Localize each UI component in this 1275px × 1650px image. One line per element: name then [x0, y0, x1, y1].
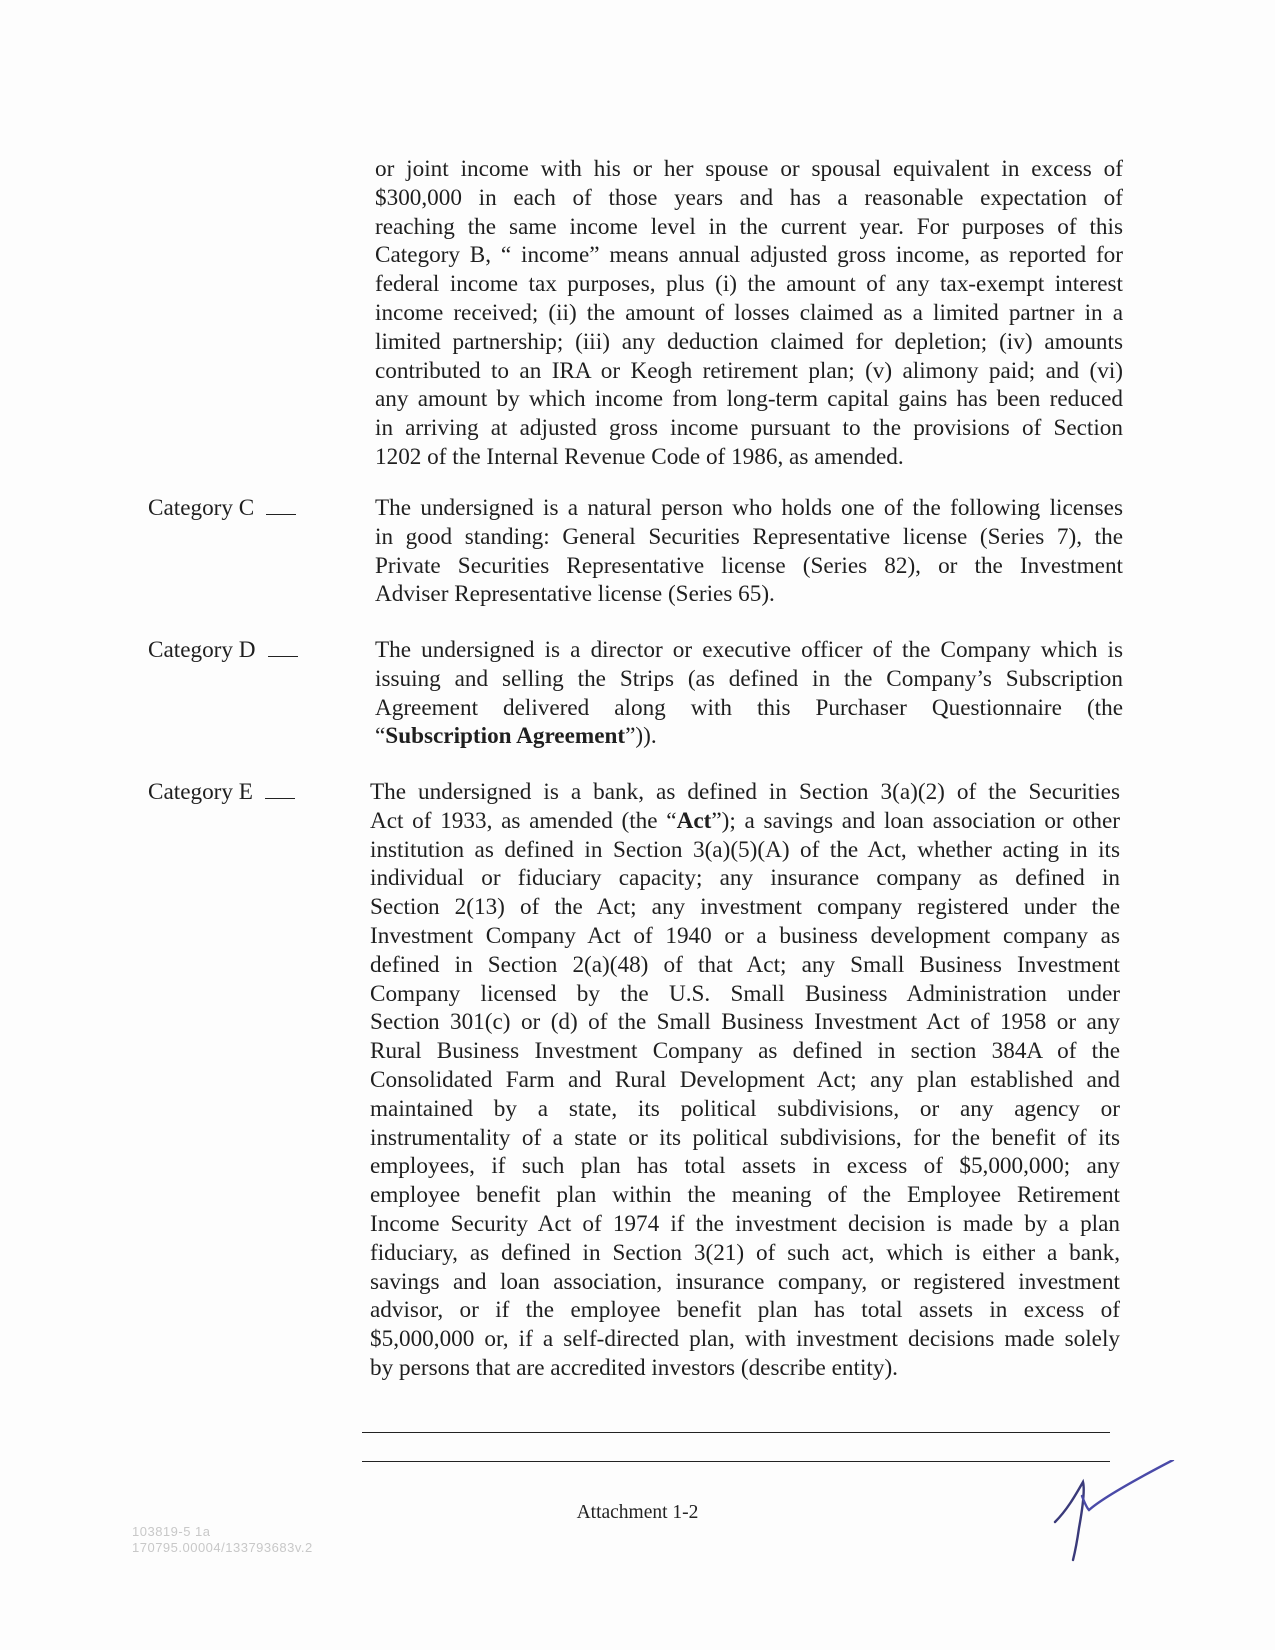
text-line: Consolidated Farm and Rural Development Act; any plan established and	[370, 1066, 1120, 1093]
document-id: 103819-5 1a 170795.00004/133793683v.2	[132, 1524, 313, 1555]
text-line: Category B, “ income” means annual adjusted gross income, as reported for	[375, 242, 1123, 269]
text-line: advisor, or if the employee benefit plan has total assets in excess of	[370, 1297, 1120, 1324]
text-line: reaching the same income level in the current year. For purposes of this	[375, 213, 1123, 240]
text-line: maintained by a state, its political subdivisions, or any agency or	[370, 1095, 1120, 1122]
text-line: individual or fiduciary capacity; any insurance company as defined in	[370, 865, 1120, 892]
text-line: employee benefit plan within the meaning of the Employee Retirement	[370, 1182, 1120, 1209]
describe-entity-line-2[interactable]	[362, 1461, 1110, 1462]
text-line: Agreement delivered along with this Purchaser Questionnaire (the	[375, 694, 1123, 721]
text-line: The undersigned is a director or executive officer of the Company which is	[375, 637, 1123, 663]
category-e-checkbox-blank[interactable]	[265, 797, 295, 799]
text-line: in good standing: General Securities Representative license (Series 7), the	[375, 523, 1123, 550]
category-d-label: Category D	[148, 636, 298, 665]
text-line: Company licensed by the U.S. Small Business Administration under	[370, 980, 1120, 1007]
text-line: savings and loan association, insurance company, or registered investment	[370, 1268, 1120, 1295]
text-line: Investment Company Act of 1940 or a business development company as	[370, 922, 1120, 949]
text-line: in arriving at adjusted gross income pursuant to the provisions of Section	[375, 415, 1123, 442]
initials-signature-icon	[1045, 1460, 1185, 1570]
text-line: employees, if such plan has total assets in excess of $5,000,000; any	[370, 1153, 1120, 1180]
category-c-label: Category C	[148, 494, 296, 523]
text-line: income received; (ii) the amount of losses claimed as a limited partner in a	[375, 299, 1123, 326]
category-e-label: Category E	[148, 778, 295, 807]
text-line: $5,000,000 or, if a self-directed plan, with investment decisions made solely	[370, 1326, 1120, 1353]
text-line: contributed to an IRA or Keogh retirement plan; (v) alimony paid; and (vi)	[375, 357, 1123, 384]
text-line: Rural Business Investment Company as defined in section 384A of the	[370, 1038, 1120, 1065]
defined-term: Subscription Agreement	[385, 723, 626, 750]
text-line: $300,000 in each of those years and has a reasonable expectation of	[375, 184, 1123, 211]
text-line: Section 301(c) or (d) of the Small Business Investment Act of 1958 or any	[370, 1009, 1120, 1036]
text-line: limited partnership; (iii) any deduction claimed for depletion; (iv) amounts	[375, 328, 1123, 355]
text-line: The undersigned is a bank, as defined in Section 3(a)(2) of the Securities	[370, 779, 1120, 805]
text-line: issuing and selling the Strips (as defined in the Company’s Subscription	[375, 665, 1123, 692]
text-line: Income Security Act of 1974 if the investment decision is made by a plan	[370, 1210, 1120, 1237]
category-d-text	[375, 636, 1123, 751]
text-line: federal income tax purposes, plus (i) the amount of any tax-exempt interest	[375, 271, 1123, 298]
category-e-text	[370, 778, 1120, 1383]
text-line: Section 2(13) of the Act; any investment company registered under the	[370, 894, 1120, 921]
defined-term: Act	[676, 807, 712, 834]
text-line: by persons that are accredited investors (describe entity).	[370, 1354, 898, 1381]
text-line: defined in Section 2(a)(48) of that Act; any Small Business Investment	[370, 951, 1120, 978]
text-line: The undersigned is a natural person who holds one of the following licenses	[375, 495, 1123, 521]
text-line: Act of 1933, as amended (the “Act”); a savings and loan association or other	[370, 807, 1120, 834]
text-line: Adviser Representative license (Series 65).	[375, 581, 775, 608]
describe-entity-line-1[interactable]	[362, 1432, 1110, 1433]
text-line: Private Securities Representative license (Series 82), or the Investment	[375, 552, 1123, 579]
text-line: fiduciary, as defined in Section 3(21) of such act, which is either a bank,	[370, 1239, 1120, 1266]
category-b-continuation	[375, 155, 1123, 472]
text-line: institution as defined in Section 3(a)(5)(A) of the Act, whether acting in its	[370, 836, 1120, 863]
text-line: 1202 of the Internal Revenue Code of 1986, as amended.	[375, 443, 904, 470]
category-d-checkbox-blank[interactable]	[268, 655, 298, 657]
text-line: instrumentality of a state or its political subdivisions, for the benefit of its	[370, 1124, 1120, 1151]
category-c-checkbox-blank[interactable]	[266, 513, 296, 515]
category-c-text	[375, 494, 1123, 609]
text-line: “Subscription Agreement”)).	[375, 723, 657, 750]
page-footer: Attachment 1-2	[576, 1502, 699, 1523]
text-line: any amount by which income from long-term capital gains has been reduced	[375, 386, 1123, 413]
text-line: or joint income with his or her spouse or spousal equivalent in excess of	[375, 156, 1123, 182]
